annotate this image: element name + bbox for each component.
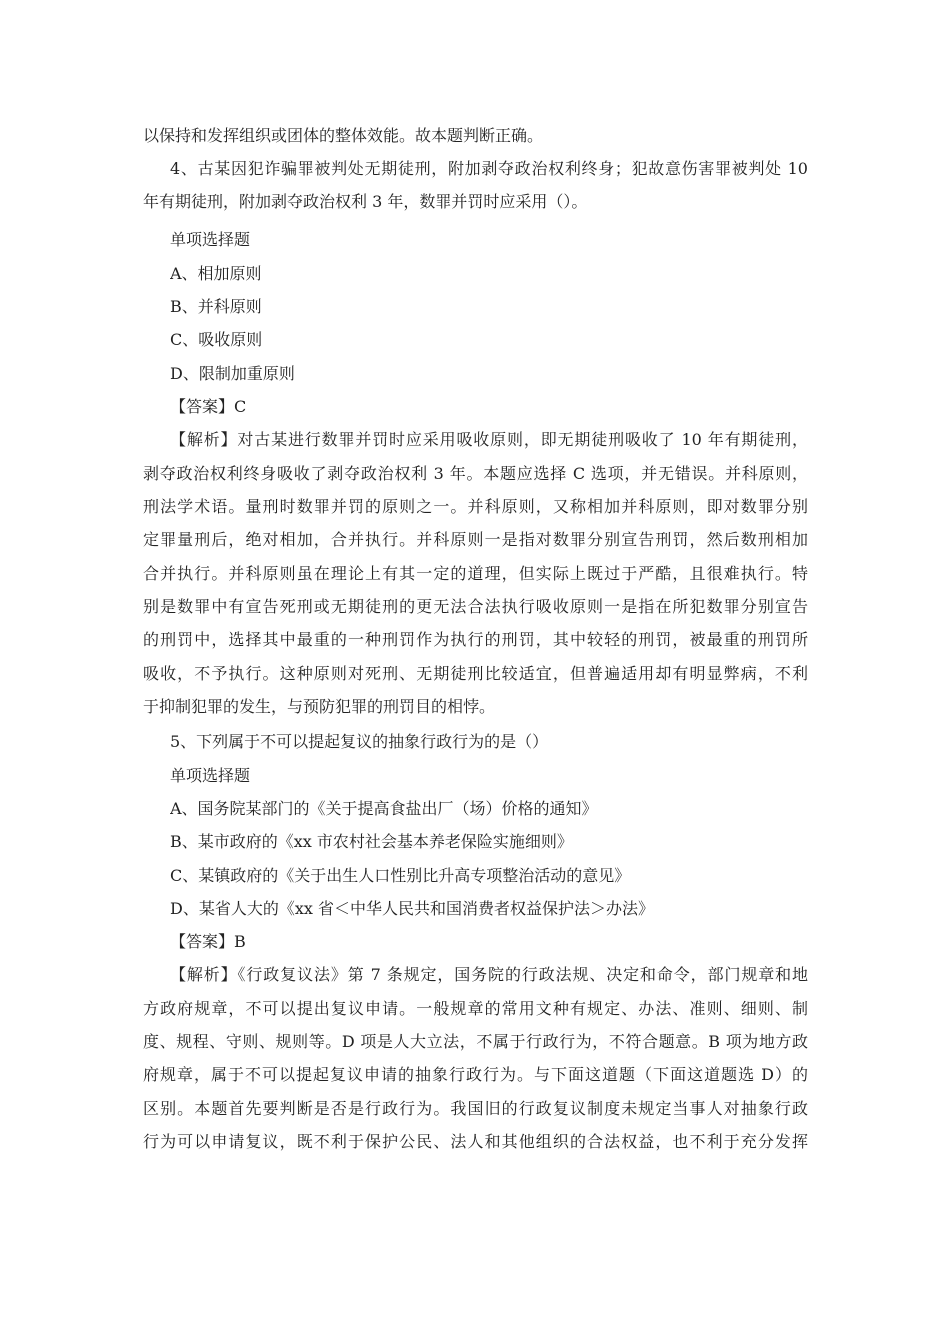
analysis-line: 方政府规章，不可以提出复议申请。一般规章的常用文种有规定、办法、准则、细则、制 [143, 999, 808, 1018]
analysis-line: 的刑罚中，选择其中最重的一种刑罚作为执行的刑罚，其中较轻的刑罚，被最重的刑罚所 [143, 630, 808, 649]
option-b: B、某市政府的《xx 市农村社会基本养老保险实施细则》 [170, 832, 573, 851]
analysis-line: 别是数罪中有宣告死刑或无期徒刑的更无法合法执行吸收原则一是指在所犯数罪分别宣告 [143, 597, 808, 616]
question-type: 单项选择题 [170, 766, 251, 785]
option-d: D、限制加重原则 [170, 364, 295, 383]
analysis-line: 【解析】对古某进行数罪并罚时应采用吸收原则，即无期徒刑吸收了 10 年有期徒刑， [170, 430, 808, 449]
analysis-line: 区别。本题首先要判断是否是行政行为。我国旧的行政复议制度未规定当事人对抽象行政 [143, 1099, 808, 1118]
option-c: C、吸收原则 [170, 330, 263, 349]
option-c: C、某镇政府的《关于出生人口性别比升高专项整治活动的意见》 [170, 866, 631, 885]
text-line: 以保持和发挥组织或团体的整体效能。故本题判断正确。 [143, 126, 544, 145]
analysis-line: 吸收，不予执行。这种原则对死刑、无期徒刑比较适宜，但普遍适用却有明显弊病，不利 [143, 664, 808, 683]
question-4-line-1: 4、古某因犯诈骗罪被判处无期徒刑，附加剥夺政治权利终身；犯故意伤害罪被判处 10 [170, 159, 808, 178]
answer: 【答案】C [170, 397, 247, 416]
analysis-line: 剥夺政治权利终身吸收了剥夺政治权利 3 年。本题应选择 C 选项，并无错误。并科原则， [143, 464, 808, 483]
option-d: D、某省人大的《xx 省＜中华人民共和国消费者权益保护法＞办法》 [170, 899, 654, 918]
option-a: A、国务院某部门的《关于提高食盐出厂（场）价格的通知》 [170, 799, 598, 818]
analysis-line: 度、规程、守则、规则等。D 项是人大立法，不属于行政行为，不符合题意。B 项为地方政 [143, 1032, 808, 1051]
analysis-line: 刑法学术语。量刑时数罪并罚的原则之一。并科原则，又称相加并科原则，即对数罪分别 [143, 497, 808, 516]
analysis-line: 于抑制犯罪的发生，与预防犯罪的刑罚目的相悖。 [143, 697, 496, 716]
analysis-line: 行为可以申请复议，既不利于保护公民、法人和其他组织的合法权益，也不利于充分发挥 [143, 1132, 808, 1151]
analysis-line: 合并执行。并科原则虽在理论上有其一定的道理，但实际上既过于严酷，且很难执行。特 [143, 564, 808, 583]
analysis-line: 府规章，属于不可以提起复议申请的抽象行政行为。与下面这道题（下面这道题选 D）的 [143, 1065, 808, 1084]
option-b: B、并科原则 [170, 297, 262, 316]
question-type: 单项选择题 [170, 230, 251, 249]
option-a: A、相加原则 [170, 264, 262, 283]
analysis-line: 定罪量刑后，绝对相加，合并执行。并科原则一是指对数罪分别宣告刑罚，然后数刑相加 [143, 530, 808, 549]
question-4-line-2: 年有期徒刑，附加剥夺政治权利 3 年，数罪并罚时应采用（）。 [143, 192, 588, 211]
question-5: 5、下列属于不可以提起复议的抽象行政行为的是（） [170, 732, 549, 751]
answer: 【答案】B [170, 932, 246, 951]
analysis-line: 【解析】《行政复议法》第 7 条规定，国务院的行政法规、决定和命令，部门规章和地 [170, 965, 808, 984]
